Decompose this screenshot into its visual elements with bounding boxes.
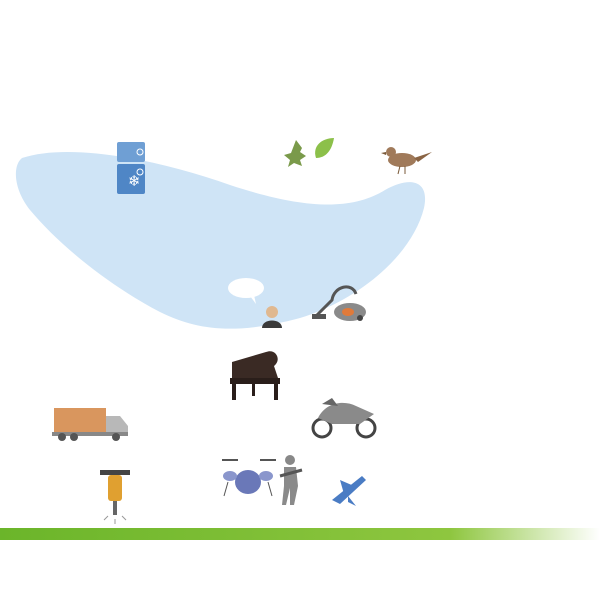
- guitarist-icon: [280, 455, 302, 505]
- jackhammer-icon: [100, 470, 130, 524]
- svg-text:❄: ❄: [128, 172, 141, 190]
- airplane-icon: [332, 476, 366, 506]
- speech-banana-area: [16, 152, 425, 329]
- drums-icon: [222, 460, 276, 496]
- motorcycle-icon: [313, 398, 375, 437]
- bird-icon: [381, 147, 432, 174]
- refrigerator-icon: [117, 142, 145, 194]
- truck-icon: [52, 408, 128, 441]
- green-divider-bar: [0, 528, 600, 540]
- piano-icon: [230, 351, 280, 400]
- leaves-icon: [284, 138, 334, 167]
